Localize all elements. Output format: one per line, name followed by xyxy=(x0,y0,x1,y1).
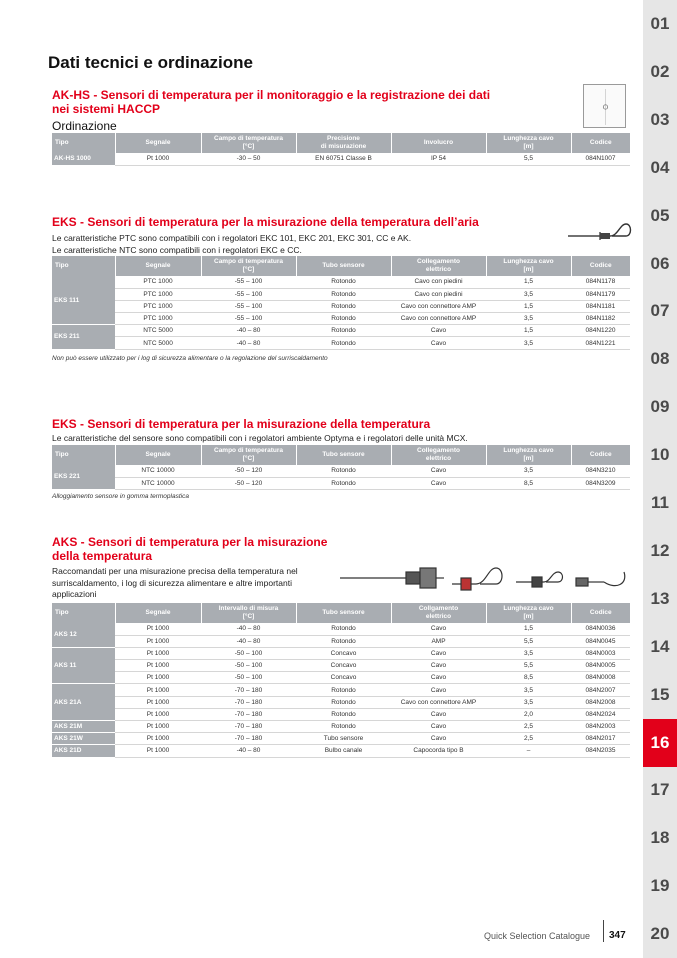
column-header-line: Lunghezza cavo xyxy=(503,605,554,612)
column-header-line: Campo di temperatura xyxy=(214,258,283,265)
column-header-line: [m] xyxy=(523,455,534,462)
column-header xyxy=(115,133,201,153)
column-header xyxy=(296,256,391,276)
table-cell: Rotondo xyxy=(296,635,391,647)
table-cell: -50 – 100 xyxy=(201,647,296,659)
table-cell: -70 – 180 xyxy=(201,733,296,745)
column-header xyxy=(486,133,571,153)
column-header-line: Segnale xyxy=(145,451,171,458)
column-header-line: [m] xyxy=(523,613,534,620)
chapter-tab-04[interactable]: 04 xyxy=(650,157,670,177)
table-cell: 084N0005 xyxy=(571,660,630,672)
table-cell: Rotondo xyxy=(296,708,391,720)
table-cell: 1,5 xyxy=(486,325,571,337)
column-header xyxy=(52,256,115,276)
table-cell: 8,5 xyxy=(486,477,571,489)
table-cell: Pt 1000 xyxy=(115,672,201,684)
table-cell: Rotondo xyxy=(296,337,391,349)
chapter-tab-02[interactable]: 02 xyxy=(650,61,670,81)
type-cell: AKS 21D xyxy=(52,745,115,757)
table-header-row xyxy=(52,133,630,153)
table-cell: Concavo xyxy=(296,647,391,659)
section-title-line: EKS - Sensori di temperatura per la misurazione della temperatura xyxy=(52,417,431,431)
table-cell: Rotondo xyxy=(296,721,391,733)
chapter-tab-20[interactable]: 20 xyxy=(650,924,670,944)
section-title-line: AKS - Sensori di temperatura per la misurazione xyxy=(52,535,328,549)
column-header xyxy=(52,445,115,465)
column-header-line: Collgamento xyxy=(418,605,459,612)
table-header-row xyxy=(52,603,630,623)
column-header-line: Codice xyxy=(589,262,612,269)
chapter-tab-17[interactable]: 17 xyxy=(650,780,670,800)
table-cell: 084N1221 xyxy=(571,337,630,349)
table-cell: Rotondo xyxy=(296,276,391,288)
description-line: applicazioni xyxy=(52,589,97,599)
column-header-line: Involucro xyxy=(423,139,454,146)
footer-divider xyxy=(603,920,604,942)
table-cell: -55 – 100 xyxy=(201,288,296,300)
table-cell: 1,5 xyxy=(486,300,571,312)
column-header-line: [°C] xyxy=(242,266,255,273)
table-cell: Cavo xyxy=(391,647,486,659)
column-header xyxy=(115,603,201,623)
column-header xyxy=(571,256,630,276)
column-header xyxy=(486,445,571,465)
table-cell: Cavo con connettore AMP xyxy=(391,300,486,312)
column-header-line: Intervallo di misura xyxy=(218,605,279,612)
table-cell: 084N2035 xyxy=(571,745,630,757)
table-cell: Rotondo xyxy=(296,325,391,337)
chapter-tab-05[interactable]: 05 xyxy=(650,205,670,225)
column-header-line: Tubo sensore xyxy=(322,609,365,616)
table-cell: Cavo xyxy=(391,684,486,696)
table-cell: Rotondo xyxy=(296,300,391,312)
table-cell: Cavo con connettore AMP xyxy=(391,313,486,325)
column-header-line: Lunghezza cavo xyxy=(503,447,554,454)
column-header xyxy=(486,256,571,276)
column-header-line: Tipo xyxy=(55,262,69,269)
section-title-line: AK-HS - Sensori di temperatura per il monitoraggio e la registrazione dei dati xyxy=(52,88,491,102)
chapter-tab-01[interactable]: 01 xyxy=(650,14,670,33)
column-header xyxy=(391,256,486,276)
table-cell: 084N1220 xyxy=(571,325,630,337)
section-aks-description xyxy=(52,566,298,601)
aks-spec-table xyxy=(52,603,630,758)
table-cell: Pt 1000 xyxy=(115,696,201,708)
section-eks-air-footnote: Non può essere utilizzato per i log di sicurezza alimentare o la regolazione del surriscaldamento xyxy=(52,355,328,362)
section-akhs-title xyxy=(52,88,490,116)
table-cell: NTC 5000 xyxy=(115,337,201,349)
table-cell: Pt 1000 xyxy=(115,153,201,165)
table-cell: 5,5 xyxy=(486,635,571,647)
chapter-tab-19[interactable]: 19 xyxy=(650,876,670,896)
table-cell: NTC 10000 xyxy=(115,465,201,477)
column-header-line: Tipo xyxy=(55,609,69,616)
table-row xyxy=(52,684,630,696)
table-cell: -70 – 180 xyxy=(201,684,296,696)
description-line: Le caratteristiche PTC sono compatibili con i regolatori EKC 101, EKC 201, EKC 301, CC e AK. xyxy=(52,233,412,243)
table-cell: 084N1179 xyxy=(571,288,630,300)
table-cell: 084N0036 xyxy=(571,623,630,635)
type-cell: AKS 11 xyxy=(52,647,115,684)
table-cell: IP 54 xyxy=(391,153,486,165)
table-cell: Pt 1000 xyxy=(115,684,201,696)
column-header-line: Segnale xyxy=(145,139,171,146)
table-row xyxy=(52,465,630,477)
description-line: Raccomandati per una misurazione precisa della temperatura nel xyxy=(52,566,298,576)
table-cell: 2,5 xyxy=(486,733,571,745)
chapter-tab-06[interactable]: 06 xyxy=(650,253,670,273)
chapter-tab-16[interactable]: 16 xyxy=(643,719,677,767)
table-cell: Cavo con connettore AMP xyxy=(391,696,486,708)
table-cell: -55 – 100 xyxy=(201,313,296,325)
table-cell: 2,0 xyxy=(486,708,571,720)
column-header-line: Codice xyxy=(589,451,612,458)
section-title-line: EKS - Sensori di temperatura per la misurazione della temperatura dell’aria xyxy=(52,215,479,229)
chapter-tab-03[interactable]: 03 xyxy=(650,109,670,129)
table-cell: NTC 10000 xyxy=(115,477,201,489)
table-cell: Pt 1000 xyxy=(115,623,201,635)
column-header-line: [m] xyxy=(523,266,534,273)
column-header xyxy=(296,133,391,153)
column-header xyxy=(201,133,296,153)
column-header-line: Collegamento xyxy=(417,447,460,454)
section-eks-temp-footnote: Alloggiamento sensore in gomma termoplastica xyxy=(52,493,189,500)
table-cell: -70 – 180 xyxy=(201,708,296,720)
column-header-line: elettrico xyxy=(425,266,452,273)
table-cell: Rotondo xyxy=(296,465,391,477)
table-row xyxy=(52,288,630,300)
table-cell: Cavo xyxy=(391,721,486,733)
column-header-line: Precisione xyxy=(327,135,360,142)
table-row xyxy=(52,153,630,165)
table-row xyxy=(52,623,630,635)
page-number: 347 xyxy=(609,930,626,941)
table-cell: Capocorda tipo B xyxy=(391,745,486,757)
table-cell: AMP xyxy=(391,635,486,647)
table-cell: Rotondo xyxy=(296,623,391,635)
table-cell: -40 – 80 xyxy=(201,745,296,757)
table-row xyxy=(52,660,630,672)
table-cell: Cavo xyxy=(391,325,486,337)
table-cell: 3,5 xyxy=(486,288,571,300)
column-header xyxy=(52,133,115,153)
type-cell: EKS 211 xyxy=(52,325,115,349)
table-row xyxy=(52,672,630,684)
table-cell: Bulbo canale xyxy=(296,745,391,757)
table-cell: Cavo con piedini xyxy=(391,276,486,288)
table-cell: 084N2024 xyxy=(571,708,630,720)
column-header xyxy=(391,603,486,623)
column-header-line: Campo di temperatura xyxy=(214,447,283,454)
table-cell: PTC 1000 xyxy=(115,300,201,312)
column-header-line: [m] xyxy=(523,143,534,150)
chapter-tab-13[interactable]: 13 xyxy=(650,588,670,608)
type-cell: EKS 221 xyxy=(52,465,115,489)
table-cell: Pt 1000 xyxy=(115,733,201,745)
column-header-line: Campo di temperatura xyxy=(214,135,283,142)
table-cell: -40 – 80 xyxy=(201,623,296,635)
column-header-line: elettrico xyxy=(425,613,452,620)
footer-catalogue-name: Quick Selection Catalogue xyxy=(484,931,591,941)
type-cell: AKS 12 xyxy=(52,623,115,647)
chapter-tab-15[interactable]: 15 xyxy=(650,684,670,704)
table-header-row xyxy=(52,445,630,465)
description-line: surriscaldamento, i log di sicurezza alimentare e altre importanti xyxy=(52,577,292,588)
chapter-tab-07[interactable]: 07 xyxy=(650,301,670,321)
table-cell: Pt 1000 xyxy=(115,721,201,733)
table-row xyxy=(52,300,630,312)
eks-sensor-image xyxy=(566,218,634,244)
table-cell: 084N1182 xyxy=(571,313,630,325)
column-header-line: Lunghezza cavo xyxy=(503,258,554,265)
section-title-line: della temperatura xyxy=(52,549,153,563)
column-header xyxy=(571,603,630,623)
table-cell: 3,5 xyxy=(486,337,571,349)
table-cell: 084N2003 xyxy=(571,721,630,733)
column-header xyxy=(52,603,115,623)
column-header-line: Codice xyxy=(589,609,612,616)
table-cell: -40 – 80 xyxy=(201,337,296,349)
column-header xyxy=(201,256,296,276)
column-header xyxy=(115,445,201,465)
table-cell: Cavo xyxy=(391,672,486,684)
chapter-tab-12[interactable]: 12 xyxy=(650,540,670,560)
table-cell: 3,5 xyxy=(486,696,571,708)
table-header-row xyxy=(52,256,630,276)
column-header-line: di misurazione xyxy=(320,143,367,150)
table-cell: 5,5 xyxy=(486,153,571,165)
section-title-line: nei sistemi HACCP xyxy=(52,102,161,116)
table-cell: Pt 1000 xyxy=(115,745,201,757)
table-cell: Cavo xyxy=(391,465,486,477)
type-cell: AKS 21M xyxy=(52,721,115,733)
column-header-line: Segnale xyxy=(145,262,171,269)
column-header xyxy=(296,445,391,465)
table-cell: 084N2017 xyxy=(571,733,630,745)
table-cell: -70 – 180 xyxy=(201,696,296,708)
table-cell: 5,5 xyxy=(486,660,571,672)
table-cell: Cavo xyxy=(391,623,486,635)
table-cell: -55 – 100 xyxy=(201,300,296,312)
table-cell: -30 – 50 xyxy=(201,153,296,165)
table-cell: PTC 1000 xyxy=(115,276,201,288)
table-cell: Rotondo xyxy=(296,313,391,325)
table-cell: 3,5 xyxy=(486,684,571,696)
table-cell: Concavo xyxy=(296,660,391,672)
table-cell: Cavo xyxy=(391,337,486,349)
table-cell: Pt 1000 xyxy=(115,708,201,720)
table-cell: -70 – 180 xyxy=(201,721,296,733)
type-cell: EKS 111 xyxy=(52,276,115,325)
table-cell: Cavo xyxy=(391,477,486,489)
description-line: Le caratteristiche del sensore sono compatibili con i regolatori ambiente Optyma e i regolatori delle unità MCX. xyxy=(52,433,468,443)
column-header-line: Codice xyxy=(589,139,612,146)
column-header-line: elettrico xyxy=(425,455,452,462)
table-cell: PTC 1000 xyxy=(115,288,201,300)
table-row xyxy=(52,477,630,489)
column-header xyxy=(486,603,571,623)
column-header xyxy=(201,445,296,465)
section-eks-air-description xyxy=(52,233,411,256)
chapter-tab-11[interactable]: 11 xyxy=(651,493,669,512)
column-header xyxy=(571,133,630,153)
column-header xyxy=(296,603,391,623)
table-cell: NTC 5000 xyxy=(115,325,201,337)
chapter-tab-10[interactable]: 10 xyxy=(650,445,670,465)
eks-temp-spec-table xyxy=(52,445,630,490)
chapter-tab-14[interactable]: 14 xyxy=(650,636,670,656)
column-header xyxy=(571,445,630,465)
page-title: Dati tecnici e ordinazione xyxy=(48,53,253,72)
section-eks-temp-title xyxy=(52,417,430,431)
table-cell: Cavo xyxy=(391,660,486,672)
table-cell: -50 – 100 xyxy=(201,660,296,672)
table-cell: Rotondo xyxy=(296,477,391,489)
table-cell: 3,5 xyxy=(486,465,571,477)
table-cell: Rotondo xyxy=(296,288,391,300)
akhs-product-image xyxy=(583,84,626,128)
column-header-line: Lunghezza cavo xyxy=(503,135,554,142)
description-line: Le caratteristiche NTC sono compatibili con i regolatori EKC e CC. xyxy=(52,244,302,255)
column-header xyxy=(391,133,486,153)
table-cell: -55 – 100 xyxy=(201,276,296,288)
type-cell: AKS 21A xyxy=(52,684,115,721)
table-cell: 3,5 xyxy=(486,647,571,659)
column-header-line: Tubo sensore xyxy=(322,451,365,458)
table-cell: 084N2007 xyxy=(571,684,630,696)
table-row xyxy=(52,635,630,647)
table-cell: 084N0045 xyxy=(571,635,630,647)
section-eks-air-title xyxy=(52,215,479,229)
akhs-spec-table xyxy=(52,133,630,166)
column-header-line: [°C] xyxy=(242,143,255,150)
chapter-tab-09[interactable]: 09 xyxy=(650,397,670,417)
type-cell: AK-HS 1000 xyxy=(52,153,115,165)
table-row xyxy=(52,745,630,757)
table-row xyxy=(52,313,630,325)
column-header-line: Tubo sensore xyxy=(322,262,365,269)
table-cell: 084N3209 xyxy=(571,477,630,489)
table-cell: PTC 1000 xyxy=(115,313,201,325)
table-cell: 2,5 xyxy=(486,721,571,733)
table-row xyxy=(52,721,630,733)
table-cell: -50 – 100 xyxy=(201,672,296,684)
table-cell: 084N0003 xyxy=(571,647,630,659)
table-row xyxy=(52,733,630,745)
column-header-line: [°C] xyxy=(242,613,255,620)
column-header-line: Tipo xyxy=(55,139,69,146)
section-eks-temp-description xyxy=(52,433,468,445)
table-cell: Concavo xyxy=(296,672,391,684)
table-cell: 3,5 xyxy=(486,313,571,325)
column-header-line: Segnale xyxy=(145,609,171,616)
table-cell: Rotondo xyxy=(296,696,391,708)
table-row xyxy=(52,708,630,720)
table-cell: 8,5 xyxy=(486,672,571,684)
eks-air-spec-table xyxy=(52,256,630,350)
table-cell: 1,5 xyxy=(486,623,571,635)
chapter-tab-18[interactable]: 18 xyxy=(650,828,670,848)
table-row xyxy=(52,325,630,337)
table-row xyxy=(52,696,630,708)
column-header-line: Tipo xyxy=(55,451,69,458)
table-cell: – xyxy=(486,745,571,757)
column-header xyxy=(201,603,296,623)
table-row xyxy=(52,647,630,659)
table-cell: 084N0008 xyxy=(571,672,630,684)
table-cell: Pt 1000 xyxy=(115,647,201,659)
table-row xyxy=(52,337,630,349)
column-header xyxy=(391,445,486,465)
table-cell: Cavo xyxy=(391,708,486,720)
chapter-tab-08[interactable]: 08 xyxy=(650,349,670,369)
table-cell: -40 – 80 xyxy=(201,325,296,337)
table-cell: 1,5 xyxy=(486,276,571,288)
section-aks-title xyxy=(52,535,327,563)
column-header-line: Collegamento xyxy=(417,258,460,265)
table-cell: Cavo con piedini xyxy=(391,288,486,300)
table-cell: Cavo xyxy=(391,733,486,745)
table-cell: 084N1007 xyxy=(571,153,630,165)
table-cell: -50 – 120 xyxy=(201,477,296,489)
table-cell: Pt 1000 xyxy=(115,635,201,647)
table-cell: 084N2008 xyxy=(571,696,630,708)
column-header xyxy=(115,256,201,276)
table-cell: -50 – 120 xyxy=(201,465,296,477)
table-cell: Pt 1000 xyxy=(115,660,201,672)
table-row xyxy=(52,276,630,288)
table-cell: Tubo sensore xyxy=(296,733,391,745)
type-cell: AKS 21W xyxy=(52,733,115,745)
table-cell: EN 60751 Classe B xyxy=(296,153,391,165)
table-cell: 084N3210 xyxy=(571,465,630,477)
table-cell: -40 – 80 xyxy=(201,635,296,647)
aks-sensors-image xyxy=(336,560,636,602)
ordering-subheading: Ordinazione xyxy=(52,119,117,133)
table-cell: 084N1178 xyxy=(571,276,630,288)
table-cell: 084N1181 xyxy=(571,300,630,312)
table-cell: Rotondo xyxy=(296,684,391,696)
column-header-line: [°C] xyxy=(242,455,255,462)
